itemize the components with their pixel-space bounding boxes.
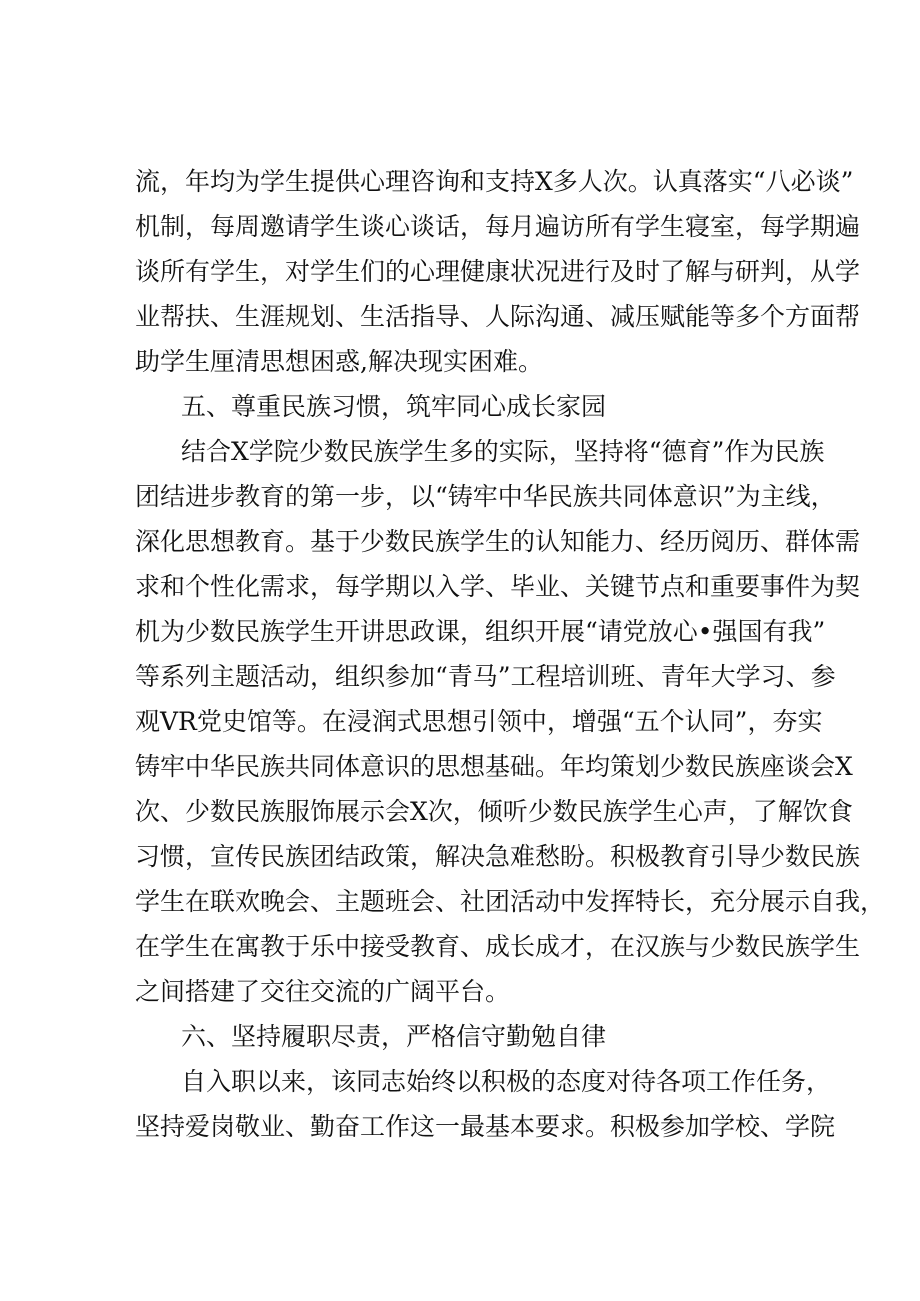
body-text-line: 助学生厘清思想困惑,解决现实困难。: [135, 347, 543, 376]
section-heading: 五、尊重民族习惯，筑牢同心成长家园: [181, 392, 607, 421]
body-text-line: 坚持爱岗敬业、勤奋工作这一最基本要求。积极参加学校、学院: [135, 1112, 836, 1141]
body-text-line: 流，年均为学生提供心理咨询和支持X多人次。认真落实“八必谈”: [135, 167, 854, 196]
body-text-line: 习惯，宣传民族团结政策，解决急难愁盼。积极教育引导少数民族: [135, 842, 861, 871]
body-text-line: 等系列主题活动，组织参加“青马”工程培训班、青年大学习、参: [135, 662, 836, 691]
body-text-line: 团结进步教育的第一步，以“铸牢中华民族共同体意识”为主线，: [135, 482, 836, 511]
body-text-line: 自入职以来，该同志始终以积极的态度对待各项工作任务，: [181, 1067, 832, 1096]
body-text-line: 结合X学院少数民族学生多的实际，坚持将“德育”作为民族: [181, 437, 825, 466]
body-text-line: 深化思想教育。基于少数民族学生的认知能力、经历阅历、群体需: [135, 527, 861, 556]
body-text-line: 观VR党史馆等。在浸润式思想引领中，增强“五个认同”，夯实: [135, 707, 823, 736]
body-text-line: 学生在联欢晚会、主题班会、社团活动中发挥特长，充分展示自我，: [135, 887, 886, 916]
body-text-line: 求和个性化需求，每学期以入学、毕业、关键节点和重要事件为契: [135, 572, 861, 601]
section-heading: 六、坚持履职尽责，严格信守勤勉自律: [181, 1022, 607, 1051]
body-text-line: 机制，每周邀请学生谈心谈话，每月遍访所有学生寝室，每学期遍: [135, 212, 861, 241]
body-text-line: 在学生在寓教于乐中接受教育、成长成才，在汉族与少数民族学生: [135, 932, 861, 961]
body-text-line: 铸牢中华民族共同体意识的思想基础。年均策划少数民族座谈会X: [135, 752, 853, 781]
body-text-line: 业帮扶、生涯规划、生活指导、人际沟通、减压赋能等多个方面帮: [135, 302, 861, 331]
body-text-line: 机为少数民族学生开讲思政课，组织开展“请党放心•强国有我”: [135, 617, 826, 646]
body-text-line: 之间搭建了交往交流的广阔平台。: [135, 977, 511, 1006]
body-text-line: 谈所有学生，对学生们的心理健康状况进行及时了解与研判，从学: [135, 257, 861, 286]
body-text-line: 次、少数民族服饰展示会X次，倾听少数民族学生心声，了解饮食: [135, 797, 853, 826]
